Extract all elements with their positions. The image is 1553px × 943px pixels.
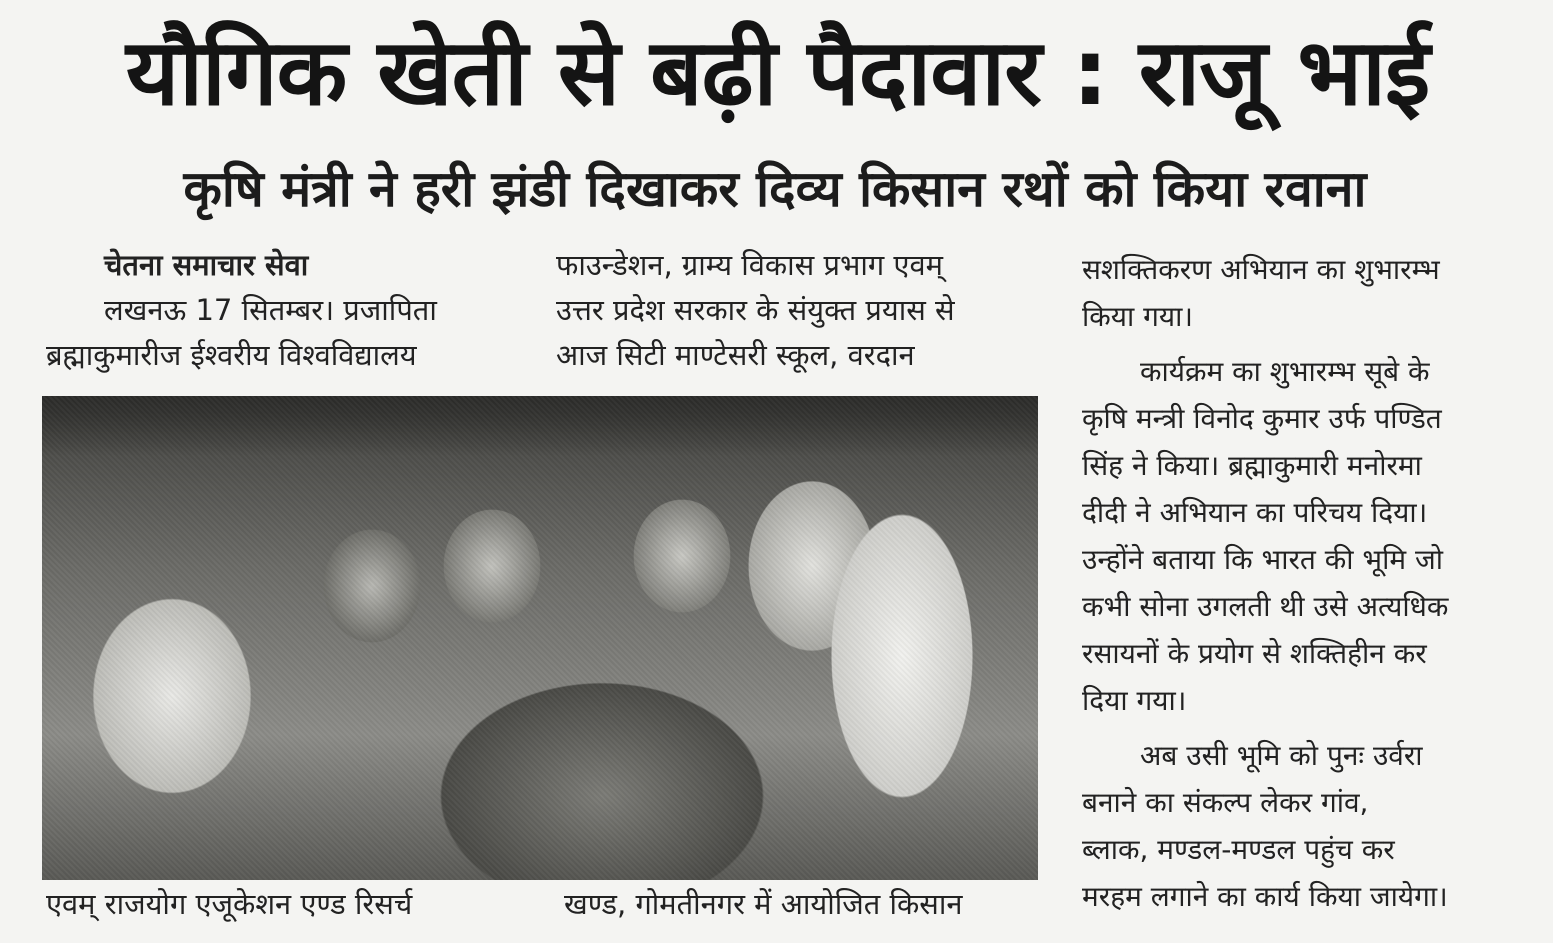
photo-shadow-band <box>42 396 1038 456</box>
column-2-bottom <box>564 882 1044 927</box>
byline: चेतना समाचार सेवा <box>104 248 309 282</box>
column-2-line: फाउन्डेशन, ग्राम्य विकास प्रभाग एवम् <box>556 248 943 282</box>
column-1-line: ब्रह्माकुमारीज ईश्वरीय विश्वविद्यालय <box>46 338 417 372</box>
column-3-line: मरहम लगाने का कार्य किया जायेगा। <box>1082 880 1448 913</box>
column-2-bottom-line: खण्ड, गोमतीनगर में आयोजित किसान <box>564 887 963 921</box>
column-3-line: सशक्तिकरण अभियान का शुभारम्भ <box>1082 253 1440 286</box>
column-1-bottom <box>46 882 526 927</box>
column-3-line: किया गया। <box>1082 300 1194 333</box>
headline: यौगिक खेती से बढ़ी पैदावार : राजू भाई <box>125 19 1430 126</box>
column-3-line: दिया गया। <box>1082 684 1187 717</box>
column-3-line: अब उसी भूमि को पुनः उर्वरा <box>1140 739 1423 772</box>
subheadline: कृषि मंत्री ने हरी झंडी दिखाकर दिव्य किसान रथों को किया रवाना <box>183 160 1367 218</box>
column-2-line: आज सिटी माण्टेसरी स्कूल, वरदान <box>556 338 915 372</box>
column-3-line: कार्यक्रम का शुभारम्भ सूबे के <box>1140 355 1430 388</box>
column-3-line: बनाने का संकल्प लेकर गांव, <box>1082 786 1369 819</box>
column-1-bottom-line: एवम् राजयोग एजूकेशन एण्ड रिसर्च <box>46 887 413 921</box>
column-3-line: सिंह ने किया। ब्रह्माकुमारी मनोरमा <box>1082 449 1422 482</box>
column-3-line: रसायनों के प्रयोग से शक्तिहीन कर <box>1082 637 1427 670</box>
column-3-line: कभी सोना उगलती थी उसे अत्यधिक <box>1082 590 1449 623</box>
column-3-line: दीदी ने अभियान का परिचय दिया। <box>1082 496 1428 529</box>
column-3-line: कृषि मन्त्री विनोद कुमार उर्फ पण्डित <box>1082 402 1442 435</box>
column-2 <box>556 243 1036 378</box>
column-3-line: ब्लाक, मण्डल-मण्डल पहुंच कर <box>1082 833 1395 866</box>
news-photo <box>42 396 1038 880</box>
column-1-line: लखनऊ 17 सितम्बर। प्रजापिता <box>104 293 437 327</box>
column-3-line: उन्होंने बताया कि भारत की भूमि जो <box>1082 543 1444 576</box>
column-2-line: उत्तर प्रदेश सरकार के संयुक्त प्रयास से <box>556 293 955 327</box>
column-3 <box>1082 246 1512 920</box>
column-1 <box>46 243 516 378</box>
